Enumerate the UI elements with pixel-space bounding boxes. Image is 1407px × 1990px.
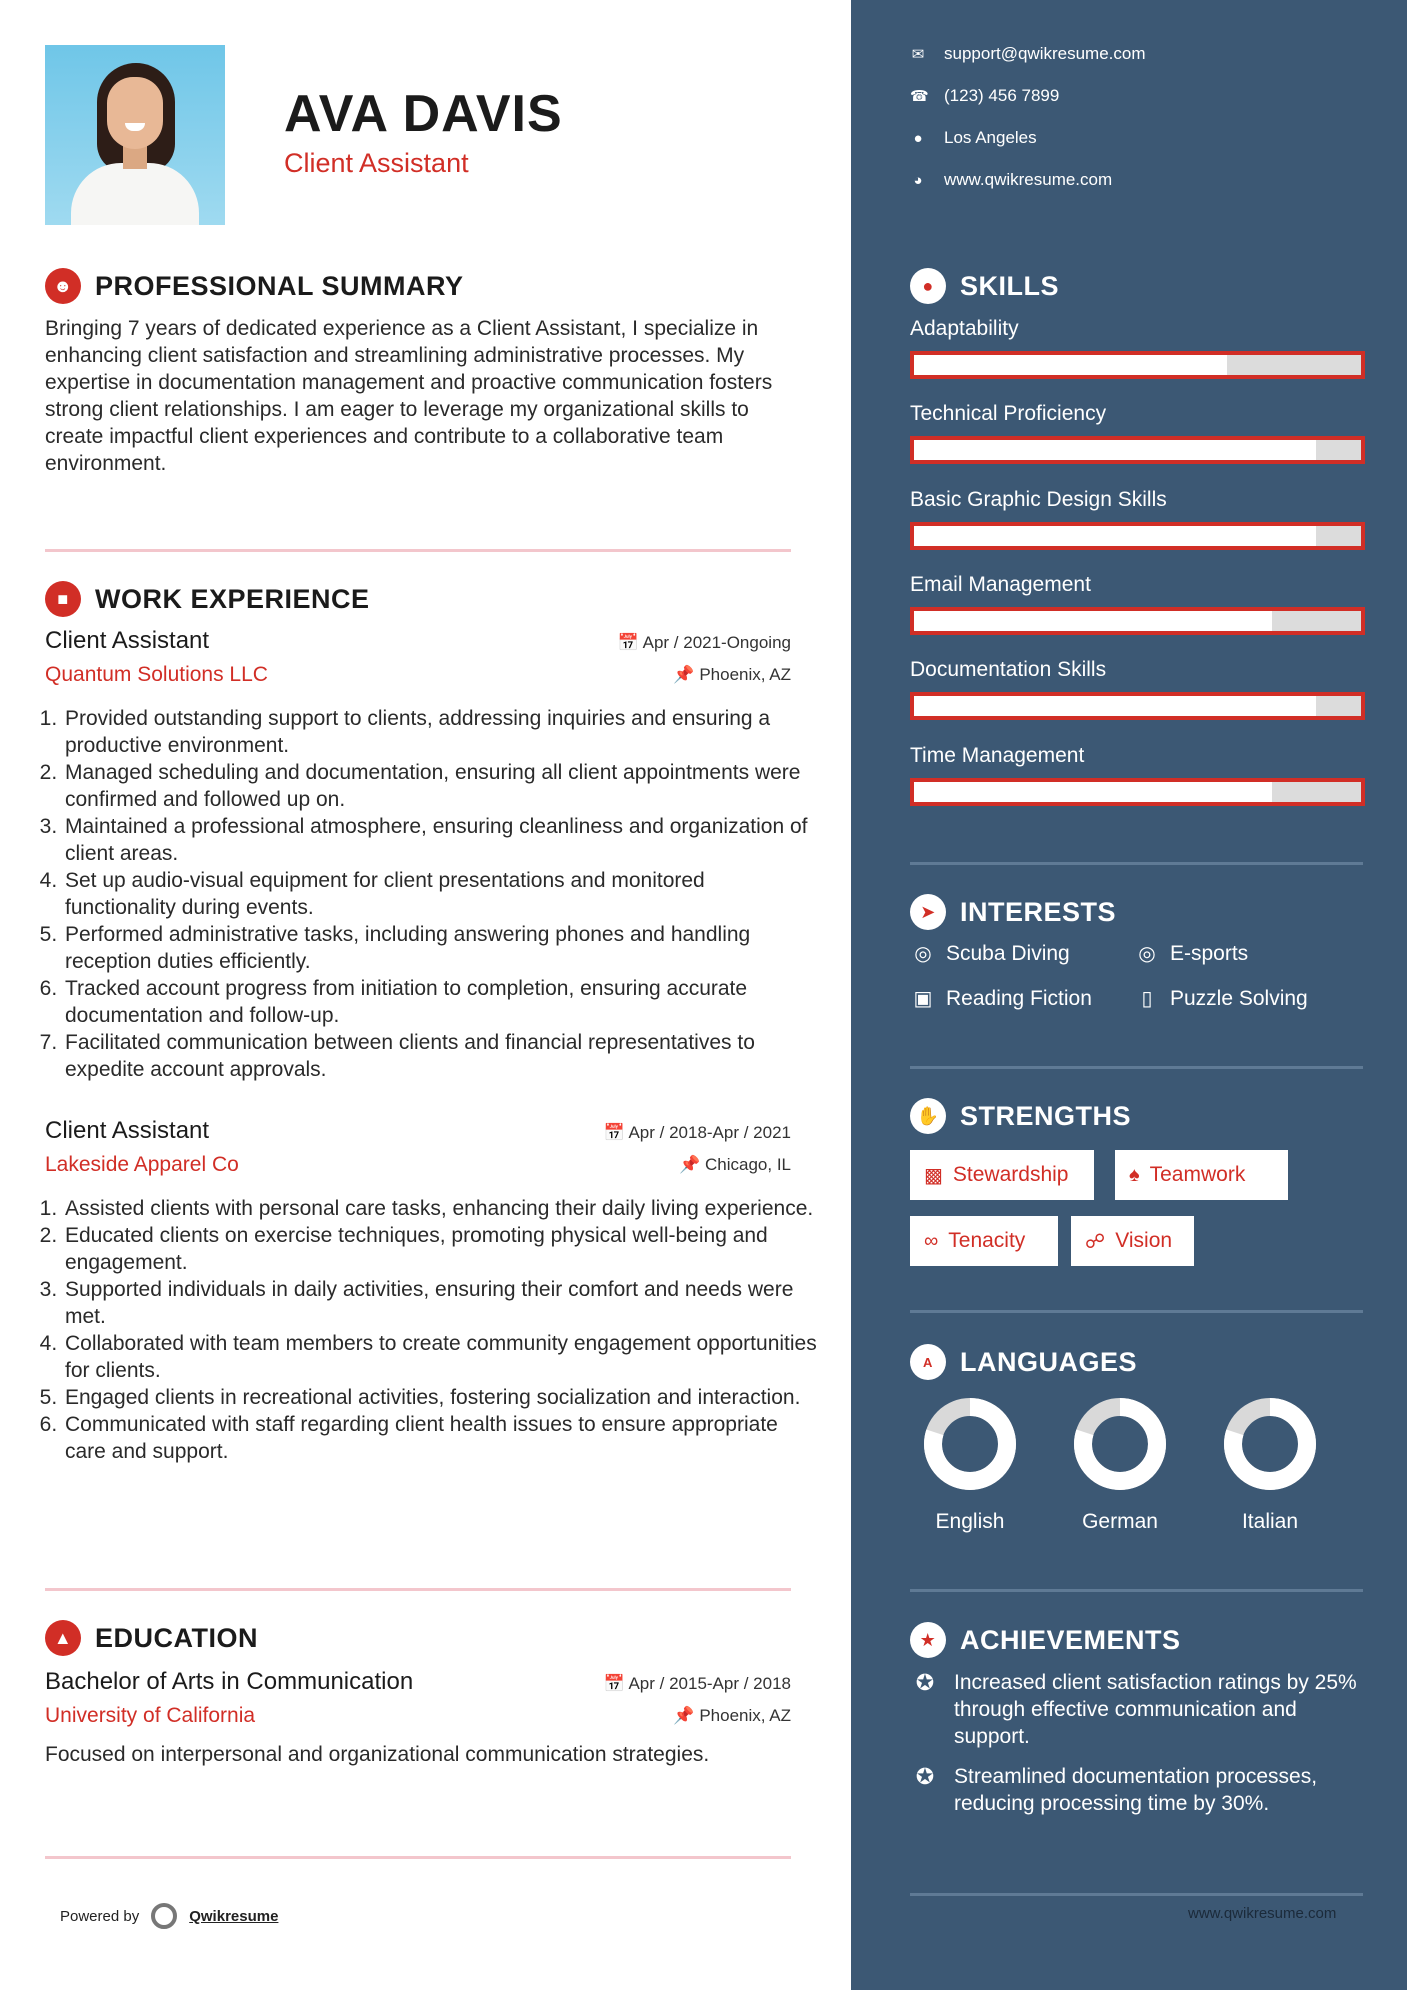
job-company: Lakeside Apparel Co [45,1153,239,1176]
languages-heading: A LANGUAGES [910,1344,1137,1380]
section-divider [45,1856,791,1859]
translate-icon: A [910,1344,946,1380]
section-divider [910,1893,1363,1896]
pin-icon: 📌 [679,1155,701,1174]
calendar-icon: 📅 [603,1123,625,1142]
star-icon: ✪ [915,1764,935,1789]
list-item: 3. Maintained a professional atmosphere, ensuring cleanliness and organization of client areas. [63,813,817,867]
profile-photo [45,45,225,225]
language-name: German [1082,1510,1158,1533]
powered-by: Powered by Qwikresume [60,1903,278,1929]
skill-bar [910,607,1365,635]
language-name: English [935,1510,1005,1533]
job-bullets [37,1195,817,1465]
interest-item: ▯ Puzzle Solving [1134,986,1308,1011]
contact-website[interactable]: ◕ www.qwikresume.com [910,170,1112,190]
skills-heading: ● SKILLS [910,268,1059,304]
achievement-item: ✪ Increased client satisfaction ratings by 25% through effective communication and support. [910,1669,1370,1750]
language-donut [1222,1396,1318,1492]
contact-email[interactable]: ✉ support@qwikresume.com [911,44,1146,63]
language-donut [1072,1396,1168,1492]
section-divider [45,549,791,552]
star-icon: ★ [910,1622,946,1658]
lightbulb-icon: ● [910,268,946,304]
life-ring-icon: ◎ [914,943,932,965]
chair-icon: ■ [45,581,81,617]
summary-text: Bringing 7 years of dedicated experience as a Client Assistant, I specialize in enhancing client satisfaction and streamlining administrative processes. My expertise in documentation management and proactive communication fosters strong client relationships. I am eager to leverage my organizational skills to create impactful client experiences and contribute to a collaborative team environment. [45,317,773,475]
interest-item: ▣ Reading Fiction [910,986,1092,1011]
candidate-name: AVA DAVIS [284,85,563,143]
strength-chip: ▩ Stewardship [910,1150,1094,1200]
gamepad-icon: ▣ [913,988,933,1010]
briefcase-icon: ▩ [924,1164,943,1187]
school-name: University of California [45,1704,256,1727]
list-item: 2. Managed scheduling and documentation, ensuring all client appointments were confirmed and followed up on. [63,759,817,813]
education-description: Focused on interpersonal and organizational communication strategies. [45,1743,710,1766]
language-item [1060,1396,1180,1534]
envelope-icon: ✉ [911,46,925,63]
summary-title: PROFESSIONAL SUMMARY [95,270,464,301]
paper-plane-icon: ➤ [910,894,946,930]
user-icon: ☻ [45,268,81,304]
skill-label: Documentation Skills [910,658,1107,681]
skill-label: Time Management [910,744,1085,767]
qwikresume-logo-icon [151,1903,177,1929]
job-bullets [37,705,817,1083]
job-location: 📌 Chicago, IL [679,1155,791,1174]
language-name: Italian [1241,1510,1299,1533]
life-ring-icon: ◎ [1138,943,1156,965]
list-item: 5. Performed administrative tasks, including answering phones and handling reception duties efficiently. [63,921,817,975]
education-location: 📌 Phoenix, AZ [673,1706,791,1725]
contact-phone: ☎ (123) 456 7899 [910,86,1060,105]
skill-label: Basic Graphic Design Skills [910,488,1167,511]
graduation-cap-icon: ▲ [45,1620,81,1656]
strengths-heading: ✋ STRENGTHS [910,1098,1131,1134]
calendar-icon: 📅 [617,633,639,652]
skill-bar [910,522,1365,550]
list-item: 1. Provided outstanding support to clients, addressing inquiries and ensuring a productive environment. [63,705,817,759]
candidate-role: Client Assistant [284,148,469,178]
interest-item: ◎ Scuba Diving [910,941,1070,966]
skill-label: Email Management [910,573,1091,596]
job-company: Quantum Solutions LLC [45,663,268,686]
qwikresume-link[interactable]: Qwikresume [189,1907,279,1925]
star-icon: ✪ [915,1670,935,1695]
section-divider [45,1588,791,1591]
pin-icon: 📌 [673,1706,695,1725]
experience-heading [45,581,370,617]
list-item: 3. Supported individuals in daily activities, ensuring their comfort and needs were met. [63,1276,817,1330]
education-heading [45,1620,258,1656]
skill-bar [910,436,1365,464]
language-item [910,1396,1030,1534]
interests-heading: ➤ INTERESTS [910,894,1116,930]
skill-bar [910,778,1365,806]
fist-icon: ✋ [910,1098,946,1134]
achievements-heading: ★ ACHIEVEMENTS [910,1622,1181,1658]
language-item [1210,1396,1330,1534]
users-icon: ♠ [1129,1163,1140,1186]
job-date: 📅 Apr / 2021-Ongoing [617,633,791,652]
skill-label: Technical Proficiency [910,402,1107,425]
job-date: 📅 Apr / 2018-Apr / 2021 [603,1123,791,1142]
summary-heading [45,268,464,304]
calendar-icon: 📅 [603,1674,625,1693]
list-item: 6. Tracked account progress from initiation to completion, ensuring accurate documentation and follow-up. [63,975,817,1029]
education-date: 📅 Apr / 2015-Apr / 2018 [603,1674,791,1693]
section-divider [910,1066,1363,1069]
list-item: 4. Set up audio-visual equipment for client presentations and monitored functionality during events. [63,867,817,921]
interest-item: ◎ E-sports [1134,941,1248,966]
skill-bar [910,351,1365,379]
list-item: 4. Collaborated with team members to create community engagement opportunities for clients. [63,1330,817,1384]
pin-icon: 📌 [673,665,695,684]
section-divider [910,862,1363,865]
section-divider [910,1589,1363,1592]
list-item: 2. Educated clients on exercise techniques, promoting physical well-being and engagement. [63,1222,817,1276]
experience-title: WORK EXPERIENCE [95,583,370,614]
list-item: 1. Assisted clients with personal care tasks, enhancing their daily living experience. [63,1195,817,1222]
list-item: 7. Facilitated communication between clients and financial representatives to expedite account approvals. [63,1029,817,1083]
skill-label: Adaptability [910,317,1019,340]
location-pin-icon: ● [913,129,923,147]
phone-icon: ☎ [910,88,929,105]
strength-chip: ☍ Vision [1071,1216,1194,1266]
list-item: 6. Communicated with staff regarding client health issues to ensure appropriate care and support. [63,1411,817,1465]
contact-location: ● Los Angeles [910,128,1037,148]
strength-chip: ♠ Teamwork [1115,1150,1288,1200]
achievement-item: ✪ Streamlined documentation processes, reducing processing time by 30%. [910,1763,1370,1817]
list-item: 5. Engaged clients in recreational activities, fostering socialization and interaction. [63,1384,817,1411]
skill-bar [910,692,1365,720]
degree-title: Bachelor of Arts in Communication [45,1668,414,1695]
globe-icon: ◕ [913,171,923,189]
section-divider [910,1310,1363,1313]
link-icon: ∞ [924,1229,939,1252]
language-donut [922,1396,1018,1492]
book-icon: ▯ [1141,988,1153,1010]
job-title: Client Assistant [45,1117,210,1144]
strength-chip: ∞ Tenacity [910,1216,1058,1266]
job-title: Client Assistant [45,627,210,654]
footer-url[interactable]: www.qwikresume.com [1188,1905,1337,1922]
binoculars-icon: ☍ [1085,1230,1106,1253]
education-title: EDUCATION [95,1622,258,1653]
job-location: 📌 Phoenix, AZ [673,665,791,684]
